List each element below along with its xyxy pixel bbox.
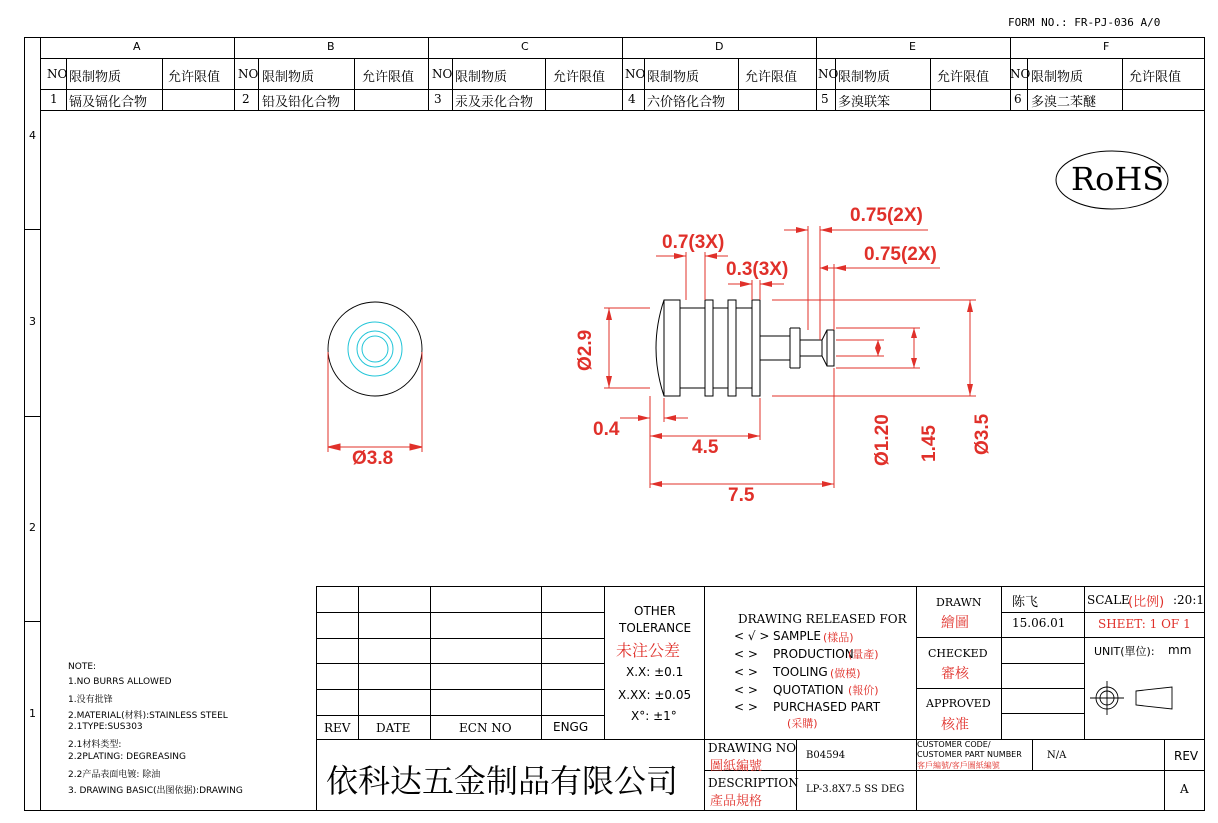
subs-no: 5 xyxy=(821,92,829,106)
subs-name-hdr: 限制物质 xyxy=(1031,70,1084,85)
release-production-cn: (量產) xyxy=(848,648,879,661)
ecn-header: ECN NO xyxy=(459,721,512,735)
release-purchased: PURCHASED PART xyxy=(773,700,881,714)
dim-diameter-1-20: Ø1.20 xyxy=(872,414,893,466)
subs-no: 4 xyxy=(628,92,636,106)
unit-label: UNIT(單位): xyxy=(1094,645,1155,658)
release-sample: SAMPLE xyxy=(773,629,821,643)
subs-name-hdr: 限制物质 xyxy=(262,70,315,85)
dim-0-3-3x: 0.3(3X) xyxy=(726,259,789,280)
note-line: 2.2PLATING: DEGREASING xyxy=(68,752,186,762)
release-mark: < > xyxy=(734,647,758,661)
unit-value: mm xyxy=(1168,643,1192,657)
zone-e: E xyxy=(909,40,916,53)
dim-0-4: 0.4 xyxy=(593,419,620,440)
release-tooling: TOOLING xyxy=(773,665,828,679)
customer-label-cn: 客戶編號/客戶圖紙編號 xyxy=(917,761,1000,770)
subs-name: 多溴联笨 xyxy=(838,95,891,110)
dim-0-7-3x: 0.7(3X) xyxy=(662,232,725,253)
drawn-date: 15.06.01 xyxy=(1012,616,1066,630)
subs-no: 6 xyxy=(1014,92,1022,106)
release-purchased-cn: (采購) xyxy=(787,717,818,730)
description-value: LP-3.8X7.5 SS DEG xyxy=(806,784,905,795)
tolerance-x-xx: X.XX: ±0.05 xyxy=(618,688,692,702)
subs-limit-hdr: 允许限值 xyxy=(553,70,606,85)
subs-no: 2 xyxy=(242,92,250,106)
note-line: 2.1TYPE:SUS303 xyxy=(68,722,143,732)
rev-header: REV xyxy=(324,721,351,735)
engg-header: ENGG xyxy=(553,720,589,734)
subs-name: 铅及铅化合物 xyxy=(262,95,341,110)
checked-label: CHECKED xyxy=(928,647,988,660)
tolerance-title: TOLERANCE xyxy=(619,621,692,635)
note-line: NOTE: xyxy=(68,662,97,672)
row-1: 1 xyxy=(29,707,36,720)
subs-no-hdr: NO xyxy=(238,67,259,81)
note-line: 1.NO BURRS ALLOWED xyxy=(68,677,172,687)
release-title: DRAWING RELEASED FOR xyxy=(738,612,907,626)
subs-no-hdr: NO xyxy=(432,67,453,81)
subs-no-hdr: NO xyxy=(818,67,839,81)
drawn-name: 陈飞 xyxy=(1012,595,1039,610)
dim-1-45: 1.45 xyxy=(919,425,940,462)
subs-name: 镉及镉化合物 xyxy=(69,95,148,110)
drawing-no-label-cn: 圖紙編號 xyxy=(710,759,763,774)
approved-label-cn: 核准 xyxy=(941,717,969,733)
row-2: 2 xyxy=(29,521,36,534)
sheet-value: SHEET: 1 OF 1 xyxy=(1098,617,1191,631)
subs-name-hdr: 限制物质 xyxy=(647,70,700,85)
subs-limit-hdr: 允许限值 xyxy=(937,70,990,85)
rev-label: REV xyxy=(1174,749,1199,763)
drawing-no-label: DRAWING NO xyxy=(708,741,797,755)
subs-name: 多溴二苯醚 xyxy=(1031,95,1097,110)
note-line: 1.没有批锋 xyxy=(68,695,113,705)
zone-b: B xyxy=(327,40,335,53)
note-line: 2.2产品表面电镀: 除油 xyxy=(68,770,161,780)
zone-f: F xyxy=(1103,40,1110,53)
release-mark: < > xyxy=(734,700,758,714)
note-line: 3. DRAWING BASIC(出图依据):DRAWING xyxy=(68,786,243,796)
dim-4-5: 4.5 xyxy=(692,437,719,458)
subs-no-hdr: NO xyxy=(625,67,646,81)
customer-value: N/A xyxy=(1047,750,1067,761)
scale-label-cn: (比例) xyxy=(1128,595,1165,610)
description-label-cn: 產品規格 xyxy=(710,794,763,809)
tolerance-deg: X°: ±1° xyxy=(631,709,677,723)
checked-label-cn: 審核 xyxy=(941,666,969,682)
scale-label: SCALE xyxy=(1087,593,1130,607)
zone-a: A xyxy=(133,40,141,53)
drawing-no-value: B04594 xyxy=(806,750,846,761)
subs-name: 六价铬化合物 xyxy=(647,95,726,110)
approved-label: APPROVED xyxy=(926,697,991,710)
release-production: PRODUCTION xyxy=(773,647,854,661)
subs-name: 汞及汞化合物 xyxy=(455,95,534,110)
dim-diameter-3-5: Ø3.5 xyxy=(972,413,993,455)
row-3: 3 xyxy=(29,315,36,328)
dim-0-75-2x: 0.75(2X) xyxy=(864,244,937,265)
zone-d: D xyxy=(715,40,724,53)
subs-no-hdr: NO xyxy=(1010,67,1031,81)
dim-diameter-3-8: Ø3.8 xyxy=(352,448,394,469)
dim-7-5: 7.5 xyxy=(728,485,755,506)
release-quotation: QUOTATION xyxy=(773,683,844,697)
release-tooling-cn: (做模) xyxy=(830,667,861,680)
subs-no-hdr: NO xyxy=(47,67,68,81)
drawn-label: DRAWN xyxy=(936,596,982,609)
note-line: 2.MATERIAL(材料):STAINLESS STEEL xyxy=(68,711,228,721)
tolerance-title-cn: 未注公差 xyxy=(616,641,681,660)
note-line: 2.1材料类型: xyxy=(68,740,122,750)
form-number: FORM NO.: FR-PJ-036 A/0 xyxy=(1008,16,1161,29)
date-header: DATE xyxy=(376,721,411,735)
zone-c: C xyxy=(521,40,529,53)
row-4: 4 xyxy=(29,129,36,142)
subs-limit-hdr: 允许限值 xyxy=(362,70,415,85)
release-mark: < > xyxy=(734,683,758,697)
release-mark: < > xyxy=(734,665,758,679)
scale-value: :20:1 xyxy=(1173,593,1204,607)
dim-0-75-2x-top: 0.75(2X) xyxy=(850,205,923,226)
subs-limit-hdr: 允许限值 xyxy=(745,70,798,85)
subs-limit-hdr: 允许限值 xyxy=(1129,70,1182,85)
subs-no: 1 xyxy=(50,92,58,106)
dim-diameter-2-9: Ø2.9 xyxy=(575,329,596,371)
release-sample-cn: (樣品) xyxy=(823,631,854,644)
customer-label: CUSTOMER PART NUMBER xyxy=(917,750,1022,759)
tolerance-x-x: X.X: ±0.1 xyxy=(626,665,684,679)
subs-name-hdr: 限制物质 xyxy=(455,70,508,85)
description-label: DESCRIPTION xyxy=(708,776,799,790)
company-name: 依科达五金制品有限公司 xyxy=(326,762,679,800)
tolerance-title: OTHER xyxy=(634,604,676,618)
subs-limit-hdr: 允许限值 xyxy=(168,70,221,85)
rev-value: A xyxy=(1180,782,1189,796)
customer-label: CUSTOMER CODE/ xyxy=(917,740,991,749)
release-quotation-cn: (報价) xyxy=(848,684,879,697)
drawn-label-cn: 繪圖 xyxy=(941,615,969,631)
subs-name-hdr: 限制物质 xyxy=(69,70,122,85)
release-mark: < √ > xyxy=(734,629,770,643)
subs-no: 3 xyxy=(434,92,442,106)
subs-name-hdr: 限制物质 xyxy=(838,70,891,85)
rohs-mark: RoHS xyxy=(1071,160,1165,198)
